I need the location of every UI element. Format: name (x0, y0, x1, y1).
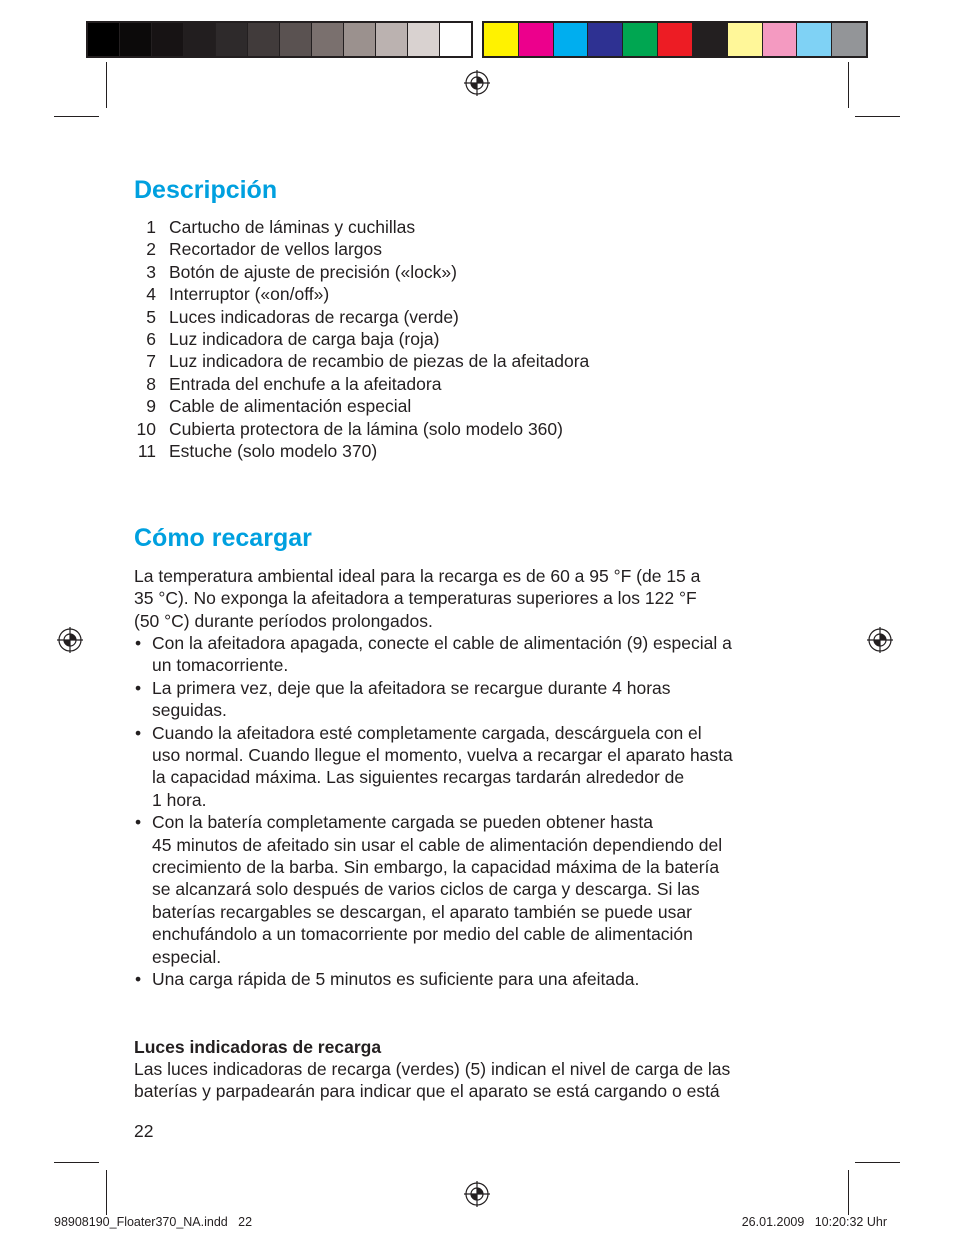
color-swatch (248, 23, 280, 56)
crop-mark-top-left-v (106, 62, 107, 108)
color-swatch (797, 23, 832, 56)
list-item (134, 395, 412, 417)
bullet-item (134, 677, 733, 722)
bullet-line: uso normal. Cuando llegue el momento, vuelva a recargar el aparato hasta (152, 745, 733, 766)
list-item-text: Cubierta protectora de la lámina (solo modelo 360) (169, 418, 563, 439)
list-item-number: 3 (146, 261, 156, 282)
list-item-text: Cartucho de láminas y cuchillas (169, 217, 416, 237)
list-item-text: Luz indicadora de carga baja (roja) (169, 328, 440, 349)
color-swatch (280, 23, 312, 56)
color-swatch (312, 23, 344, 56)
list-item-text: Interruptor («on/off») (169, 284, 330, 305)
bullet-line: 45 minutos de afeitado sin usar el cable de alimentación dependiendo del (152, 834, 723, 855)
list-item (134, 216, 416, 238)
crop-mark-top-right-h (855, 116, 900, 117)
bullet-icon: • (135, 812, 142, 833)
color-swatch (693, 23, 728, 56)
bullet-line: se alcanzará solo después de varios ciclos de carga y descarga. Si las (152, 879, 700, 900)
list-item (134, 306, 459, 328)
bullet-icon: • (135, 722, 142, 743)
bullet-item (134, 811, 733, 968)
list-item (134, 373, 442, 395)
list-item-text: Botón de ajuste de precisión («lock») (169, 261, 457, 282)
list-item-number: 2 (146, 239, 156, 260)
list-item-text: Estuche (solo modelo 370) (169, 440, 378, 461)
registration-mark-icon (57, 627, 83, 653)
grayscale-color-bar (86, 21, 473, 58)
crop-mark-top-left-h (54, 116, 99, 117)
list-item (134, 238, 383, 260)
bullet-item (134, 968, 733, 990)
registration-mark-icon (464, 1181, 490, 1207)
paragraph-line: (50 °C) durante períodos prolongados. (134, 610, 433, 631)
bullet-line: seguidas. (152, 700, 227, 721)
list-item-text: Recortador de vellos largos (169, 239, 383, 260)
list-item (134, 261, 457, 283)
crop-mark-top-right-v (848, 62, 849, 108)
list-item-number: 8 (146, 373, 156, 394)
color-swatch (588, 23, 623, 56)
color-swatch (658, 23, 693, 56)
bullet-line: Con la batería completamente cargada se pueden obtener hasta (152, 812, 654, 833)
list-item-number: 7 (146, 351, 156, 372)
crop-mark-bottom-right-h (855, 1162, 900, 1163)
crop-mark-bottom-left-h (54, 1162, 99, 1163)
crop-mark-bottom-right-v (848, 1170, 849, 1215)
parts-list (134, 216, 590, 462)
color-swatch (832, 23, 866, 56)
bullet-line: la capacidad máxima. Las siguientes recargas tardarán alrededor de (152, 767, 685, 788)
list-item-text: Luz indicadora de recambio de piezas de la afeitadora (169, 351, 590, 372)
list-item-number: 10 (136, 418, 156, 439)
instructions-bullet-list (134, 632, 733, 991)
color-swatch (519, 23, 554, 56)
bullet-item (134, 632, 733, 677)
bullet-item (134, 722, 733, 812)
list-item-number: 1 (146, 217, 156, 237)
paragraph-line: Las luces indicadoras de recarga (verdes) (5) indican el nivel de carga de las (134, 1059, 731, 1079)
paragraph-line: baterías y parpadearán para indicar que el aparato se está cargando o está (134, 1081, 720, 1102)
charge-lights-paragraph (134, 1058, 824, 1103)
slug-file-info: 98908190_Floater370_NA.indd 22 (54, 1215, 253, 1229)
list-item (134, 350, 590, 372)
process-color-bar (482, 21, 868, 58)
color-swatch (440, 23, 471, 56)
section-heading-recharge: Cómo recargar (134, 524, 312, 552)
color-swatch (344, 23, 376, 56)
list-item-text: Cable de alimentación especial (169, 396, 412, 417)
bullet-line: Con la afeitadora apagada, conecte el cable de alimentación (9) especial a (152, 633, 732, 653)
crop-mark-bottom-left-v (106, 1170, 107, 1215)
color-swatch (484, 23, 519, 56)
list-item-text: Entrada del enchufe a la afeitadora (169, 373, 442, 394)
color-swatch (728, 23, 763, 56)
bullet-line: especial. (152, 946, 222, 967)
bullet-line: La primera vez, deje que la afeitadora se recargue durante 4 horas (152, 677, 671, 698)
color-swatch (408, 23, 440, 56)
list-item (134, 328, 440, 350)
list-item-number: 4 (146, 284, 156, 305)
registration-mark-icon (464, 70, 490, 96)
bullet-icon: • (135, 969, 142, 990)
intro-paragraph (134, 565, 824, 632)
color-swatch (120, 23, 152, 56)
list-item-number: 6 (146, 328, 156, 349)
registration-mark-icon (867, 627, 893, 653)
paragraph-line: La temperatura ambiental ideal para la recarga es de 60 a 95 °F (de 15 a (134, 566, 701, 586)
color-swatch (216, 23, 248, 56)
list-item-text: Luces indicadoras de recarga (verde) (169, 306, 459, 327)
color-swatch (152, 23, 184, 56)
list-item-number: 5 (146, 306, 156, 327)
list-item (134, 418, 563, 440)
color-swatch (184, 23, 216, 56)
color-swatch (88, 23, 120, 56)
bullet-line: enchufándolo a un tomacorriente por medio del cable de alimentación (152, 924, 693, 945)
bullet-line: Cuando la afeitadora esté completamente cargada, descárguela con el (152, 722, 702, 743)
bullet-line: crecimiento de la barba. Sin embargo, la capacidad máxima de la batería (152, 857, 720, 878)
bullet-line: Una carga rápida de 5 minutos es suficiente para una afeitada. (152, 969, 640, 990)
color-swatch (623, 23, 658, 56)
list-item-number: 11 (137, 440, 156, 461)
bullet-line: 1 hora. (152, 789, 207, 810)
paragraph-line: 35 °C). No exponga la afeitadora a temperaturas superiores a los 122 °F (134, 588, 697, 609)
subheading-charge-lights: Luces indicadoras de recarga (134, 1037, 382, 1057)
list-item-number: 9 (146, 396, 156, 417)
page-number: 22 (134, 1121, 154, 1141)
bullet-line: un tomacorriente. (152, 655, 289, 676)
bullet-icon: • (135, 633, 142, 653)
color-swatch (376, 23, 408, 56)
section-heading-description: Descripción (134, 176, 278, 204)
color-swatch (763, 23, 798, 56)
slug-timestamp: 26.01.2009 10:20:32 Uhr (741, 1215, 887, 1229)
bullet-line: baterías recargables se descargan, el aparato también se puede usar (152, 901, 692, 922)
color-swatch (554, 23, 589, 56)
list-item (134, 283, 330, 305)
list-item (134, 440, 378, 462)
bullet-icon: • (135, 677, 142, 698)
